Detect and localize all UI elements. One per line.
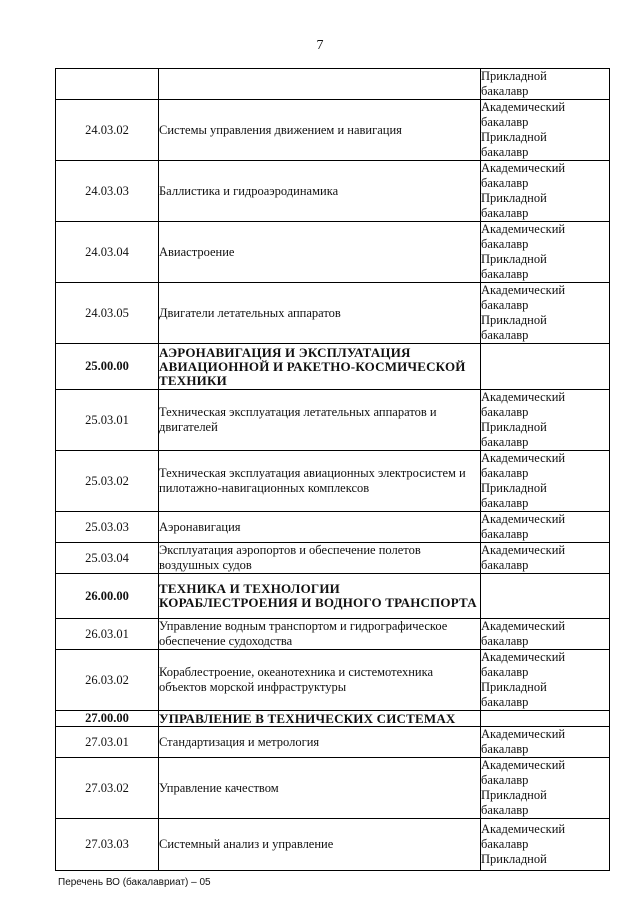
group-row [56, 711, 610, 727]
qualification-cell [481, 283, 610, 344]
qualification-line: Академический [481, 512, 566, 526]
program-code: 26.03.01 [56, 619, 159, 650]
program-code: 27.03.03 [56, 819, 159, 871]
qualification-cell [481, 451, 610, 512]
qualification-line: Прикладной [481, 680, 547, 694]
qualification-line: бакалавр [481, 466, 529, 480]
page-footer: Перечень ВО (бакалавриат) – 05 [58, 877, 211, 888]
qualification-line: Прикладной [481, 130, 547, 144]
program-name: Техническая эксплуатация авиационных электросистем и пилотажно-навигационных комплексов [159, 451, 481, 512]
table-row [56, 100, 610, 161]
table-row [56, 727, 610, 758]
table-row [56, 390, 610, 451]
qualification-line: бакалавр [481, 267, 529, 281]
qualification-cell [481, 344, 610, 390]
page-number: 7 [316, 38, 324, 53]
program-code: 27.00.00 [56, 711, 159, 727]
program-code: 24.03.02 [56, 100, 159, 161]
program-name: Авиастроение [159, 222, 481, 283]
qualification-cell [481, 161, 610, 222]
qualification-line: Академический [481, 222, 566, 236]
program-name: Управление качеством [159, 758, 481, 819]
qualification-line: бакалавр [481, 558, 529, 572]
qualification-cell [481, 100, 610, 161]
qualification-line: бакалавр [481, 695, 529, 709]
qualification-cell [481, 574, 610, 619]
program-code: 27.03.01 [56, 727, 159, 758]
group-row [56, 344, 610, 390]
qualification-line: Прикладной [481, 191, 547, 205]
qualification-line: бакалавр [481, 527, 529, 541]
table-row [56, 283, 610, 344]
qualification-line: Академический [481, 619, 566, 633]
qualification-cell [481, 711, 610, 727]
qualification-line: Академический [481, 758, 566, 772]
table-row [56, 69, 610, 100]
program-name: Техническая эксплуатация летательных аппаратов и двигателей [159, 390, 481, 451]
qualification-line: бакалавр [481, 435, 529, 449]
qualification-line: бакалавр [481, 298, 529, 312]
program-code: 24.03.04 [56, 222, 159, 283]
table-row [56, 222, 610, 283]
qualification-line: бакалавр [481, 84, 529, 98]
program-name: ТЕХНИКА И ТЕХНОЛОГИИ КОРАБЛЕСТРОЕНИЯ И ВОДНОГО ТРАНСПОРТА [159, 574, 481, 619]
qualification-cell [481, 619, 610, 650]
qualification-line: бакалавр [481, 206, 529, 220]
qualification-cell [481, 390, 610, 451]
qualification-cell [481, 69, 610, 100]
program-code: 25.03.01 [56, 390, 159, 451]
table-row [56, 819, 610, 871]
program-code: 25.00.00 [56, 344, 159, 390]
program-name: Управление водным транспортом и гидрографическое обеспечение судоходства [159, 619, 481, 650]
program-name [159, 69, 481, 100]
qualification-line: Прикладной [481, 481, 547, 495]
qualification-cell [481, 819, 610, 871]
table-row [56, 451, 610, 512]
qualification-line: Академический [481, 822, 566, 836]
program-code [56, 69, 159, 100]
qualification-line: бакалавр [481, 115, 529, 129]
qualification-line: Прикладной [481, 852, 547, 866]
program-code: 27.03.02 [56, 758, 159, 819]
qualification-line: Прикладной [481, 420, 547, 434]
table-row [56, 619, 610, 650]
program-code: 25.03.02 [56, 451, 159, 512]
qualification-line: бакалавр [481, 145, 529, 159]
qualification-line: Академический [481, 161, 566, 175]
qualification-line: Академический [481, 451, 566, 465]
qualification-line: Прикладной [481, 69, 547, 83]
qualification-line: Академический [481, 727, 566, 741]
qualification-line: бакалавр [481, 176, 529, 190]
program-name: Эксплуатация аэропортов и обеспечение полетов воздушных судов [159, 543, 481, 574]
qualification-line: бакалавр [481, 665, 529, 679]
programs-table [55, 68, 610, 871]
qualification-line: бакалавр [481, 405, 529, 419]
qualification-cell [481, 543, 610, 574]
program-name: Кораблестроение, океанотехника и системотехника объектов морской инфраструктуры [159, 650, 481, 711]
table-row [56, 543, 610, 574]
program-code: 26.03.02 [56, 650, 159, 711]
program-name: Баллистика и гидроаэродинамика [159, 161, 481, 222]
program-name: Аэронавигация [159, 512, 481, 543]
program-code: 25.03.04 [56, 543, 159, 574]
qualification-cell [481, 650, 610, 711]
qualification-line: Прикладной [481, 252, 547, 266]
qualification-line: Академический [481, 390, 566, 404]
program-name: Стандартизация и метрология [159, 727, 481, 758]
program-name: УПРАВЛЕНИЕ В ТЕХНИЧЕСКИХ СИСТЕМАХ [159, 711, 481, 727]
table-row [56, 650, 610, 711]
qualification-line: бакалавр [481, 773, 529, 787]
table-row [56, 758, 610, 819]
qualification-line: бакалавр [481, 742, 529, 756]
table-row [56, 512, 610, 543]
qualification-cell [481, 512, 610, 543]
qualification-line: бакалавр [481, 496, 529, 510]
qualification-line: Академический [481, 283, 566, 297]
program-name: Системный анализ и управление [159, 819, 481, 871]
program-code: 26.00.00 [56, 574, 159, 619]
qualification-line: Академический [481, 543, 566, 557]
programs-table-body [56, 69, 610, 871]
qualification-cell [481, 222, 610, 283]
program-name: Двигатели летательных аппаратов [159, 283, 481, 344]
program-name: АЭРОНАВИГАЦИЯ И ЭКСПЛУАТАЦИЯ АВИАЦИОННОЙ И РАКЕТНО-КОСМИЧЕСКОЙ ТЕХНИКИ [159, 344, 481, 390]
qualification-line: бакалавр [481, 837, 529, 851]
qualification-line: Академический [481, 650, 566, 664]
qualification-cell [481, 758, 610, 819]
table-row [56, 161, 610, 222]
qualification-cell [481, 727, 610, 758]
qualification-line: бакалавр [481, 237, 529, 251]
group-row [56, 574, 610, 619]
qualification-line: Прикладной [481, 313, 547, 327]
program-code: 24.03.05 [56, 283, 159, 344]
qualification-line: бакалавр [481, 803, 529, 817]
qualification-line: Прикладной [481, 788, 547, 802]
program-name: Системы управления движением и навигация [159, 100, 481, 161]
qualification-line: бакалавр [481, 328, 529, 342]
qualification-line: бакалавр [481, 634, 529, 648]
program-code: 24.03.03 [56, 161, 159, 222]
qualification-line: Академический [481, 100, 566, 114]
program-code: 25.03.03 [56, 512, 159, 543]
